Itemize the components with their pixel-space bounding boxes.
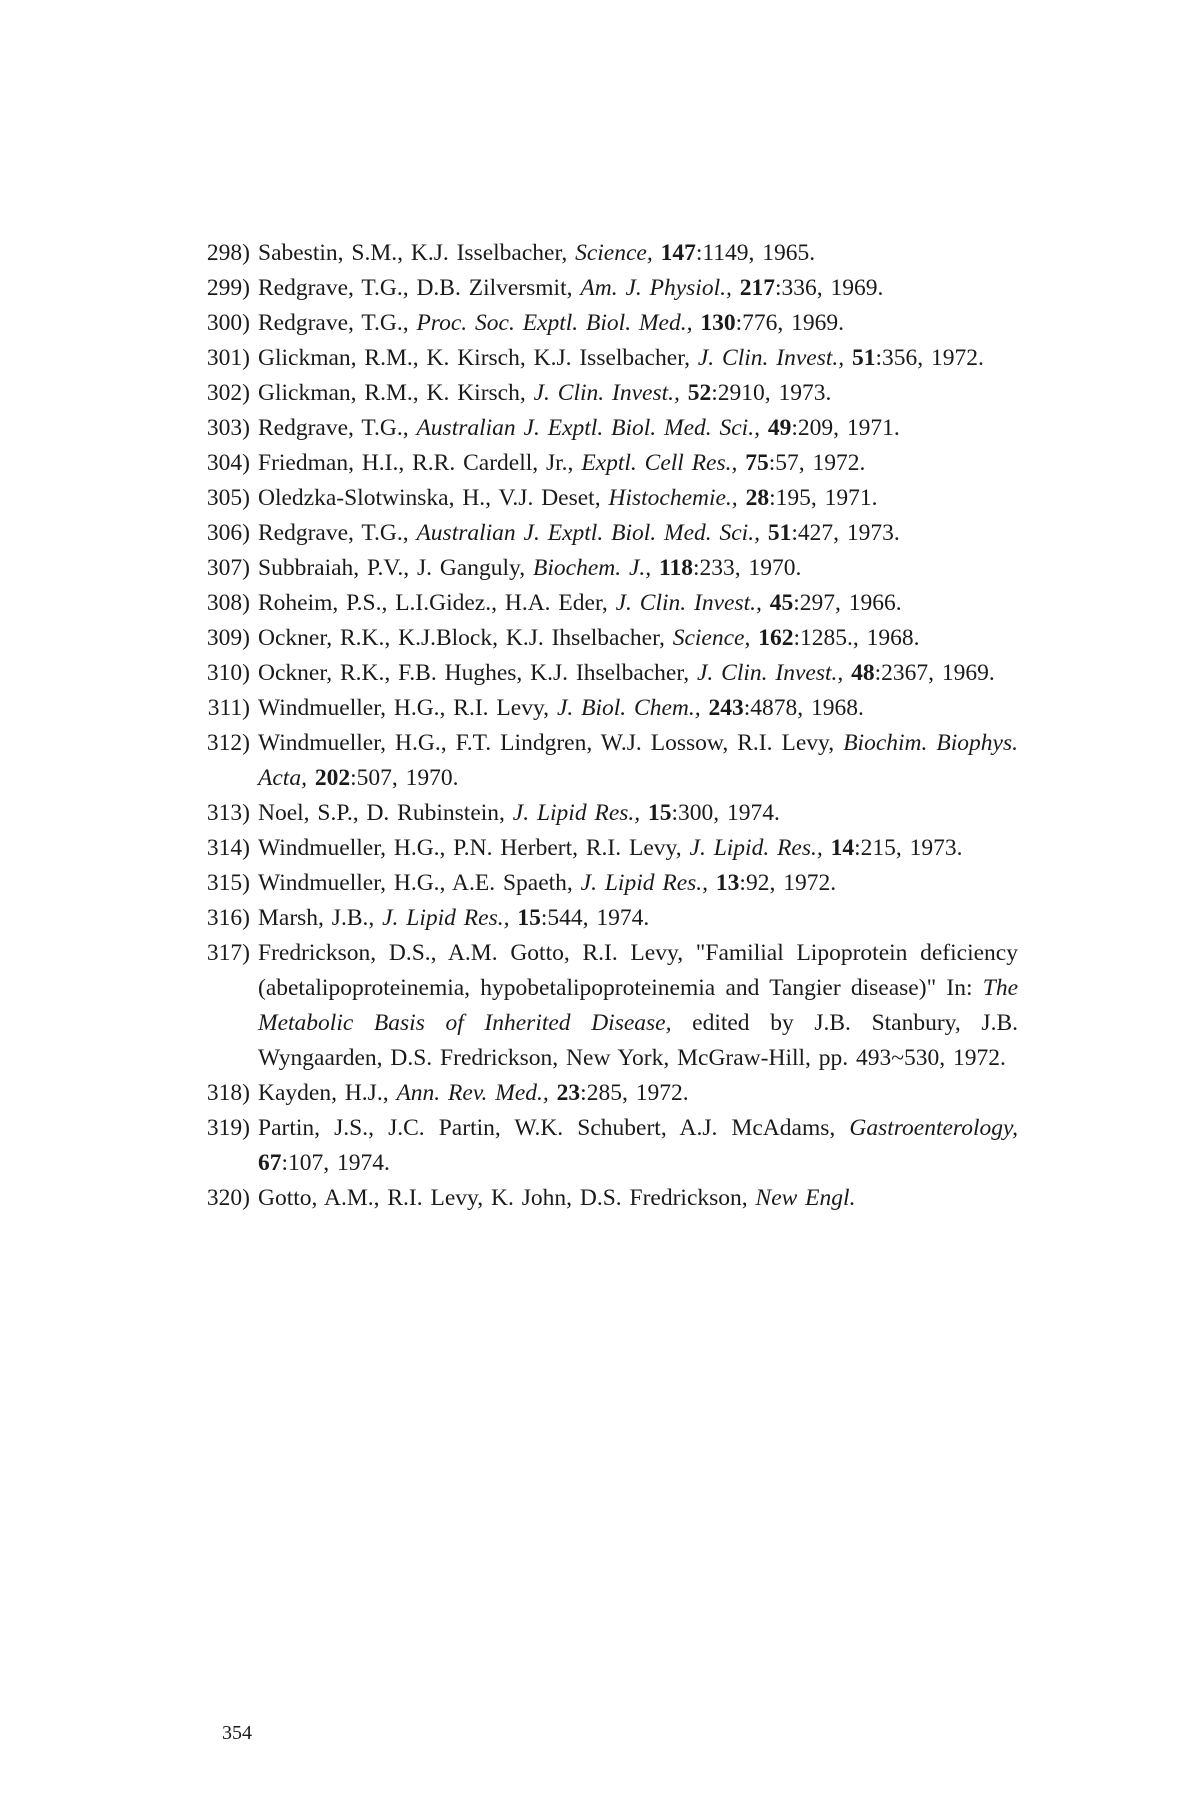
ref-journal: Science, [575, 240, 653, 266]
ref-journal: J. Lipid Res., [382, 905, 510, 931]
reference-item: 309) Ockner, R.K., K.J.Block, K.J. Ihselbacher, Science, 162:1285., 1968. [206, 625, 920, 651]
ref-authors: Marsh, J.B., [258, 905, 375, 931]
ref-authors: Roheim, P.S., L.I.Gidez., H.A. Eder, [258, 590, 608, 616]
ref-journal: Ann. Rev. Med., [396, 1080, 549, 1106]
ref-volume: 75 [745, 450, 769, 476]
ref-journal: Science, [672, 625, 751, 651]
reference-item: 302) Glickman, R.M., K. Kirsch, J. Clin. Invest., 52:2910, 1973. [206, 380, 832, 406]
ref-authors: Redgrave, T.G., [258, 415, 409, 441]
reference-item: 311) Windmueller, H.G., R.I. Levy, J. Biol. Chem., 243:4878, 1968. [207, 695, 864, 721]
ref-volume: 147 [660, 240, 696, 266]
reference-item: 299) Redgrave, T.G., D.B. Zilversmit, Am. J. Physiol., 217:336, 1969. [206, 275, 884, 301]
ref-authors: Windmueller, H.G., P.N. Herbert, R.I. Levy, [258, 835, 682, 861]
ref-authors: Friedman, H.I., R.R. Cardell, Jr., [258, 450, 574, 476]
ref-authors: Gotto, A.M., R.I. Levy, K. John, D.S. Fredrickson, [258, 1185, 748, 1211]
ref-authors: Glickman, R.M., K. Kirsch, [258, 380, 526, 406]
ref-authors: Oledzka-Slotwinska, H., V.J. Deset, [258, 485, 601, 511]
ref-authors: Windmueller, H.G., F.T. Lindgren, W.J. Lossow, R.I. Levy, [258, 730, 835, 756]
ref-authors: Kayden, H.J., [258, 1080, 389, 1106]
ref-journal: Proc. Soc. Exptl. Biol. Med., [416, 310, 693, 336]
ref-journal: J. Lipid Res., [580, 870, 709, 896]
ref-journal: J. Clin. Invest., [533, 380, 680, 406]
reference-item: 313) Noel, S.P., D. Rubinstein, J. Lipid Res., 15:300, 1974. [206, 800, 780, 826]
ref-journal: Biochem. J., [533, 555, 652, 581]
ref-journal: J. Lipid Res., [512, 800, 641, 826]
ref-volume: 13 [715, 870, 740, 896]
ref-journal: Exptl. Cell Res., [581, 450, 738, 476]
ref-journal: Australian J. Exptl. Biol. Med. Sci., [416, 520, 760, 546]
ref-book-title: The Metabolic Basis of Inherited Disease, [258, 975, 1018, 1036]
ref-journal: J. Lipid. Res., [689, 835, 823, 861]
reference-item: 306) Redgrave, T.G., Australian J. Exptl. Biol. Med. Sci., 51:427, 1973. [206, 520, 900, 546]
reference-item: 316) Marsh, J.B., J. Lipid Res., 15:544, 1974. [206, 905, 650, 931]
ref-authors: Windmueller, H.G., A.E. Spaeth, [258, 870, 573, 896]
reference-item: 298) Sabestin, S.M., K.J. Isselbacher, Science, 147:1149, 1965. [206, 240, 816, 266]
reference-item: 312) Windmueller, H.G., F.T. Lindgren, W.J. Lossow, R.I. Levy, Biochim. Biophys. Acta, 202:507, 1970. [206, 730, 1018, 791]
ref-volume: 243 [708, 695, 744, 721]
ref-authors: Sabestin, S.M., K.J. Isselbacher, [258, 240, 568, 266]
ref-volume: 52 [687, 380, 712, 406]
ref-authors: Noel, S.P., D. Rubinstein, [258, 800, 505, 826]
ref-volume: 202 [314, 765, 351, 791]
ref-volume: 130 [700, 310, 736, 336]
ref-authors: Ockner, R.K., K.J.Block, K.J. Ihselbacher, [258, 625, 665, 651]
ref-authors: Redgrave, T.G., D.B. Zilversmit, [258, 275, 573, 301]
reference-item: 319) Partin, J.S., J.C. Partin, W.K. Schubert, A.J. McAdams, Gastroenterology, 67:107, 1974. [206, 1115, 1018, 1176]
reference-item: 314) Windmueller, H.G., P.N. Herbert, R.I. Levy, J. Lipid. Res., 14:215, 1973. [206, 835, 963, 861]
ref-journal: New Engl. [755, 1185, 856, 1211]
reference-item: 305) Oledzka-Slotwinska, H., V.J. Deset, Histochemie., 28:195, 1971. [206, 485, 878, 511]
reference-item: 308) Roheim, P.S., L.I.Gidez., H.A. Eder, J. Clin. Invest., 45:297, 1966. [206, 590, 902, 616]
ref-journal: J. Clin. Invest., [615, 590, 762, 616]
reference-item-317: 317) Fredrickson, D.S., A.M. Gotto, R.I. Levy, "Familial Lipoprotein deficiency (abetalipoproteinemia, hypobetalipoproteinemia and Tangier disease)" In: The Metabolic Basis of Inherited Disease, edited by J.B. Stanbury, J.B. Wyngaarden, D.S. Fredrickson, New York, McGraw-Hill, pp. 493~530, 1972. [206, 940, 1018, 1071]
ref-volume: 15 [648, 800, 672, 826]
ref-journal: J. Clin. Invest., [697, 660, 844, 686]
reference-item: 307) Subbraiah, P.V., J. Ganguly, Biochem. J., 118:233, 1970. [206, 555, 802, 581]
ref-volume: 45 [769, 590, 794, 616]
ref-volume: 28 [745, 485, 770, 511]
ref-journal: J. Clin. Invest., [697, 345, 845, 371]
ref-authors: Redgrave, T.G., [258, 520, 409, 546]
reference-item: 300) Redgrave, T.G., Proc. Soc. Exptl. Biol. Med., 130:776, 1969. [206, 310, 844, 336]
reference-list [206, 236, 1018, 1216]
ref-volume: 48 [851, 660, 875, 686]
ref-journal: Biochim. Biophys. Acta, [258, 730, 1018, 791]
ref-authors: Ockner, R.K., F.B. Hughes, K.J. Ihselbacher, [258, 660, 690, 686]
ref-journal: Australian J. Exptl. Biol. Med. Sci., [416, 415, 760, 441]
ref-volume: 14 [830, 835, 855, 861]
ref-volume: 67 [258, 1150, 282, 1176]
reference-item: 301) Glickman, R.M., K. Kirsch, K.J. Isselbacher, J. Clin. Invest., 51:356, 1972. [206, 345, 984, 371]
ref-journal: Gastroenterology, [849, 1115, 1018, 1141]
ref-authors: Partin, J.S., J.C. Partin, W.K. Schubert, A.J. McAdams, [258, 1115, 836, 1141]
ref-authors: Glickman, R.M., K. Kirsch, K.J. Isselbacher, [258, 345, 690, 371]
ref-volume: 51 [852, 345, 876, 371]
ref-text: edited by J.B. Stanbury, J.B. Wyngaarden, D.S. Fredrickson, New York, McGraw-Hill, pp. 493~530, 1972. [258, 1010, 1018, 1071]
ref-volume: 49 [767, 415, 792, 441]
ref-text: Fredrickson, D.S., A.M. Gotto, R.I. Levy, "Familial Lipoprotein deficiency (abetalipoproteinemia, hypobetalipoproteinemia and Tangier disease)" In: [258, 940, 1018, 1001]
ref-volume: 15 [517, 905, 541, 931]
reference-item: 303) Redgrave, T.G., Australian J. Exptl. Biol. Med. Sci., 49:209, 1971. [206, 415, 900, 441]
ref-volume: 23 [556, 1080, 581, 1106]
ref-volume: 217 [739, 275, 775, 301]
reference-item: 304) Friedman, H.I., R.R. Cardell, Jr., Exptl. Cell Res., 75:57, 1972. [206, 450, 866, 476]
reference-item: 310) Ockner, R.K., F.B. Hughes, K.J. Ihselbacher, J. Clin. Invest., 48:2367, 1969. [206, 660, 995, 686]
reference-item-320: 320) Gotto, A.M., R.I. Levy, K. John, D.S. Fredrickson, New Engl. [206, 1185, 856, 1211]
ref-authors: Subbraiah, P.V., J. Ganguly, [258, 555, 526, 581]
ref-volume: 51 [767, 520, 792, 546]
ref-volume: 162 [758, 625, 794, 651]
reference-item: 318) Kayden, H.J., Ann. Rev. Med., 23:285, 1972. [206, 1080, 689, 1106]
reference-item: 315) Windmueller, H.G., A.E. Spaeth, J. Lipid Res., 13:92, 1972. [206, 870, 837, 896]
page-number: 354 [222, 1722, 252, 1744]
ref-authors: Windmueller, H.G., R.I. Levy, [258, 695, 550, 721]
ref-authors: Redgrave, T.G., [258, 310, 409, 336]
ref-journal: J. Biol. Chem., [556, 695, 701, 721]
ref-journal: Histochemie., [608, 485, 738, 511]
ref-volume: 118 [659, 555, 693, 581]
ref-journal: Am. J. Physiol., [580, 275, 732, 301]
